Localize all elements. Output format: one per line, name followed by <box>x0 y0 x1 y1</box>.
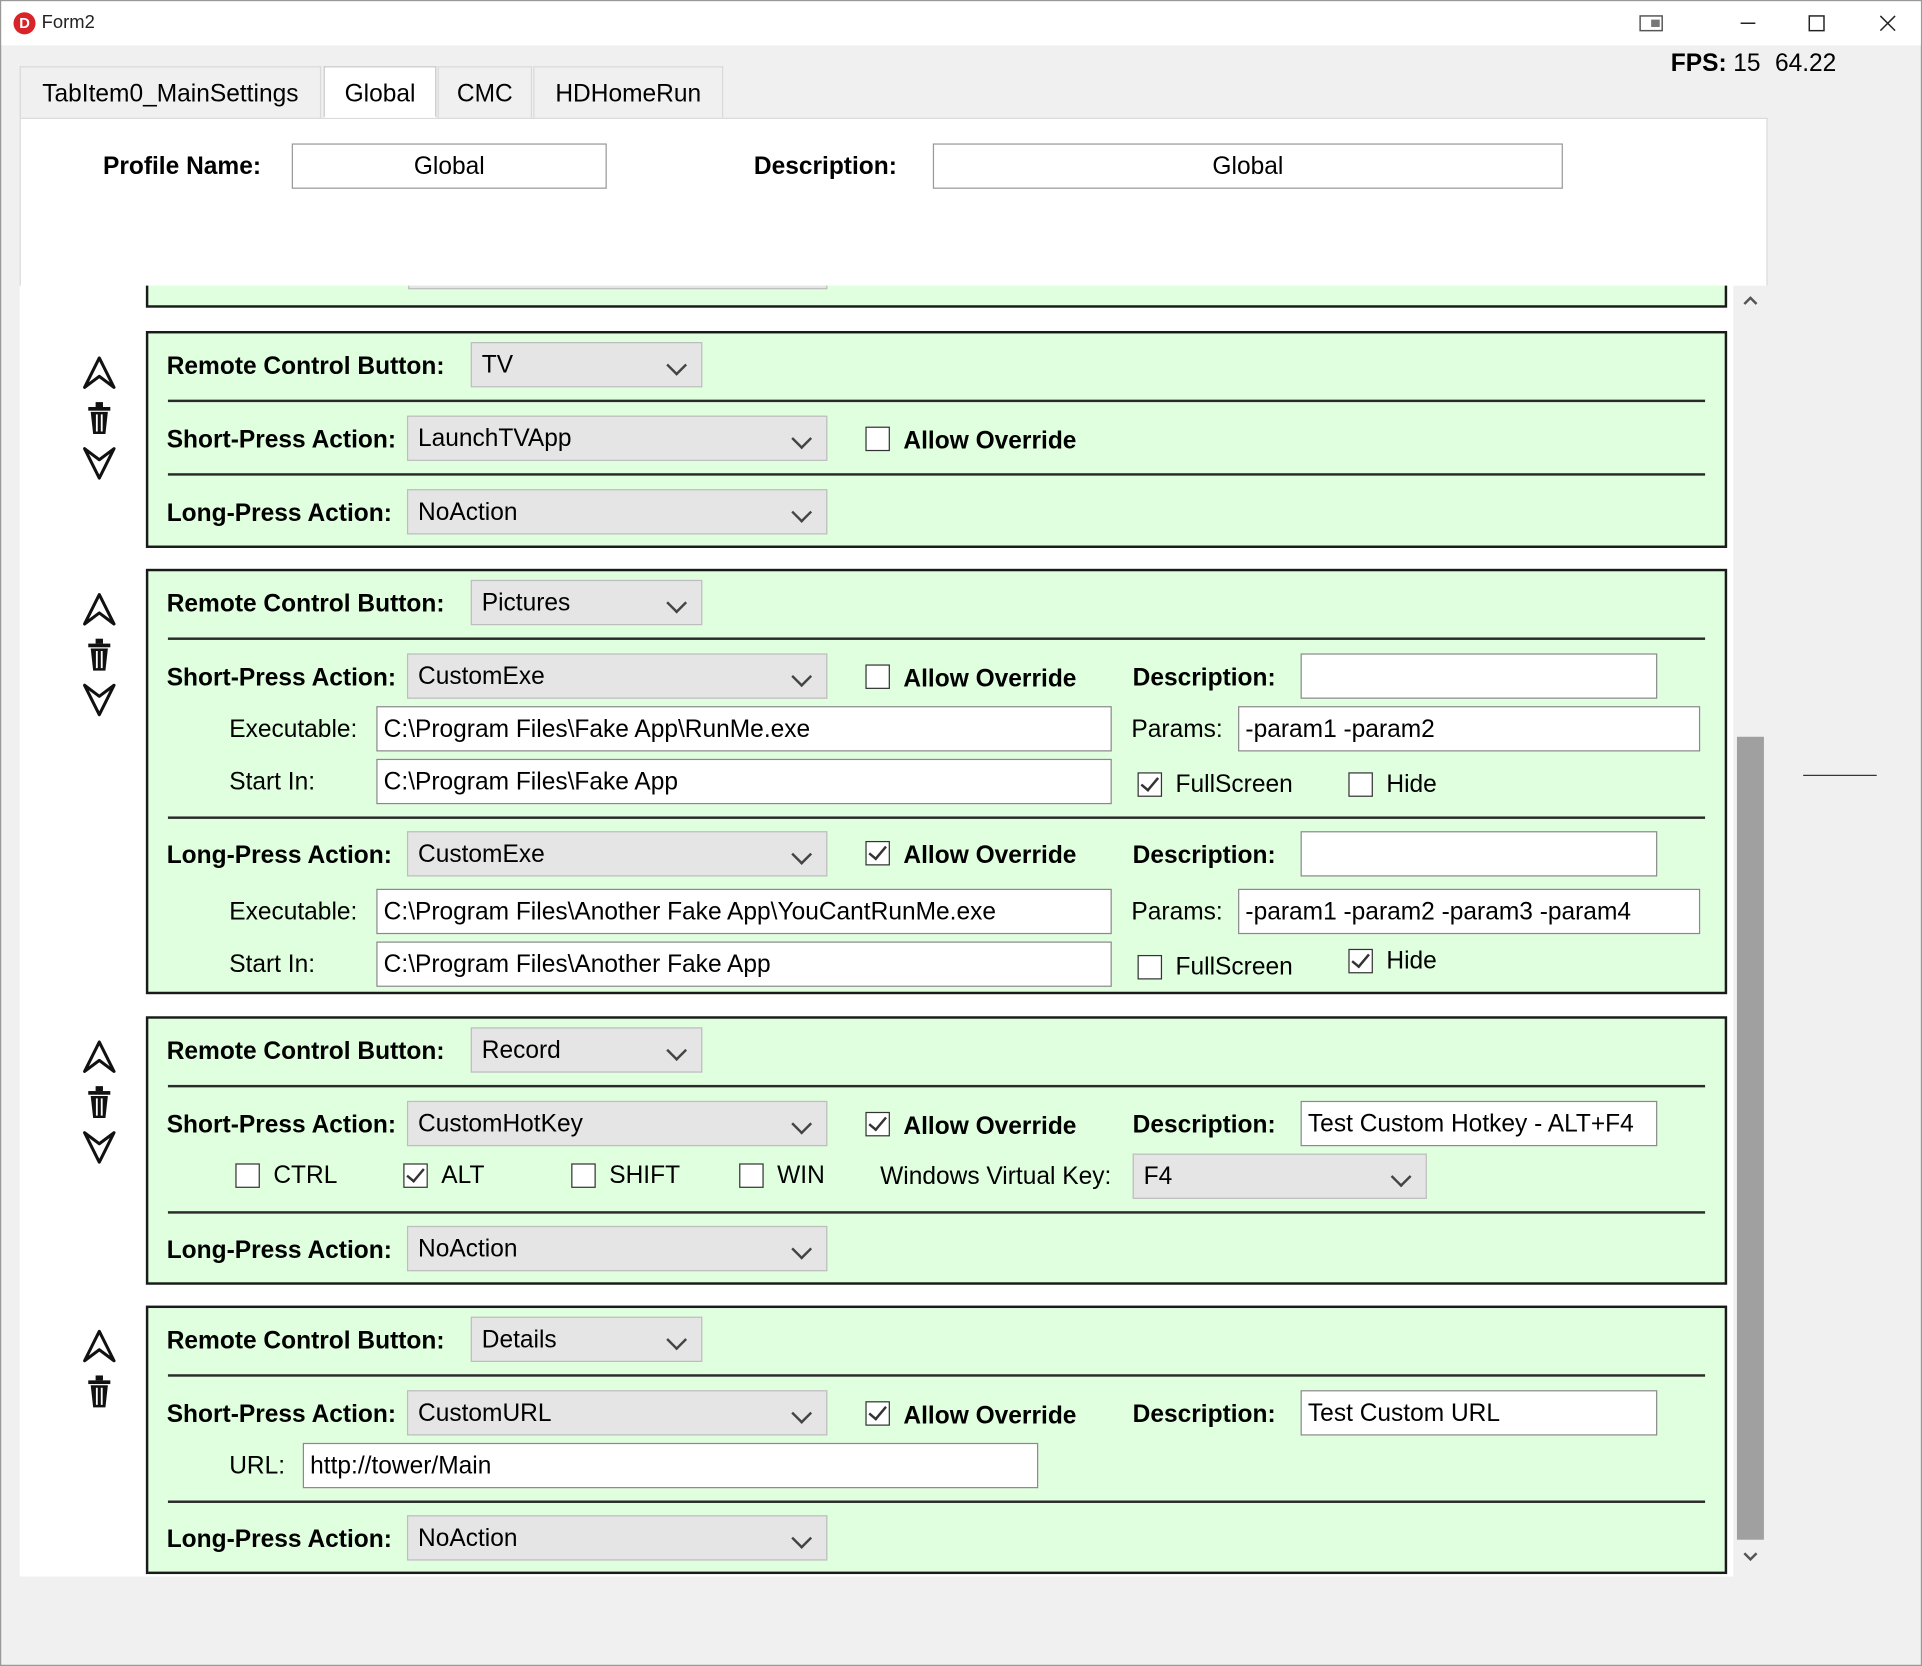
short-executable-field[interactable]: C:\Program Files\Fake App\RunMe.exe <box>376 706 1111 751</box>
executable-label: Executable: <box>229 715 358 743</box>
mapping-group-partial <box>146 286 1727 308</box>
move-down-icon[interactable] <box>81 1129 118 1166</box>
long-press-label: Long-Press Action: <box>166 842 392 870</box>
shift-checkbox[interactable] <box>571 1163 596 1188</box>
delete-icon[interactable] <box>81 1084 118 1121</box>
move-up-icon[interactable] <box>81 591 118 628</box>
chevron-down-icon <box>791 844 812 865</box>
short-press-label: Short-Press Action: <box>166 1401 397 1429</box>
chevron-down-icon <box>791 428 812 449</box>
delete-icon[interactable] <box>81 400 118 437</box>
long-allow-override-checkbox[interactable] <box>865 841 890 866</box>
separator <box>168 1374 1705 1376</box>
rcb-label: Remote Control Button: <box>166 590 445 618</box>
rcb-combo[interactable] <box>471 1317 703 1362</box>
virtual-key-value: F4 <box>1143 1163 1173 1191</box>
profile-description-label: Description: <box>753 153 897 181</box>
start-in-label: Start In: <box>229 768 316 796</box>
short-press-value: CustomExe <box>417 663 545 691</box>
chevron-down-icon <box>791 666 812 687</box>
profile-description-field[interactable]: Global <box>933 143 1563 188</box>
separator <box>168 1085 1705 1087</box>
close-button[interactable] <box>1853 1 1922 45</box>
tab-cmc[interactable]: CMC <box>438 66 532 117</box>
alt-checkbox[interactable] <box>403 1163 428 1188</box>
move-down-icon[interactable] <box>81 682 118 719</box>
win-label: WIN <box>777 1162 825 1190</box>
chevron-down-icon <box>791 1528 812 1549</box>
short-description-field[interactable] <box>1301 653 1658 698</box>
tab-global[interactable]: Global <box>324 66 437 117</box>
long-executable-field[interactable]: C:\Program Files\Another Fake App\YouCantRunMe.exe <box>376 889 1111 934</box>
long-press-value: NoAction <box>417 498 518 526</box>
mapping-group-record <box>146 1016 1727 1284</box>
chevron-down-icon <box>666 1040 687 1061</box>
hide-label: Hide <box>1386 947 1437 975</box>
allow-override-checkbox[interactable] <box>865 1112 890 1137</box>
allow-override-label: Allow Override <box>903 1113 1077 1141</box>
short-start-in-field[interactable]: C:\Program Files\Fake App <box>376 759 1111 804</box>
long-press-value: NoAction <box>417 1235 518 1263</box>
tab-hdhomerun[interactable]: HDHomeRun <box>533 66 723 117</box>
rcb-label: Remote Control Button: <box>166 1327 445 1355</box>
long-press-value: NoAction <box>417 1525 518 1552</box>
divider <box>1803 775 1877 776</box>
long-description-field[interactable] <box>1301 831 1658 876</box>
snap-icon[interactable] <box>1617 1 1686 45</box>
long-press-combo[interactable] <box>407 1515 827 1560</box>
short-press-combo[interactable] <box>407 416 827 461</box>
rcb-value: Record <box>481 1037 561 1065</box>
chevron-down-icon <box>666 355 687 376</box>
short-description-field[interactable]: Test Custom Hotkey - ALT+F4 <box>1301 1101 1658 1146</box>
fps-value-1: 15 <box>1733 50 1761 78</box>
description-label: Description: <box>1132 1401 1276 1429</box>
description-label: Description: <box>1132 1111 1276 1139</box>
partial-combo[interactable] <box>408 286 827 290</box>
rcb-combo[interactable] <box>471 342 703 387</box>
move-down-icon[interactable] <box>81 445 118 482</box>
title-bar <box>1 1 1922 45</box>
short-press-value: CustomHotKey <box>417 1110 583 1138</box>
delete-icon[interactable] <box>81 1373 118 1410</box>
move-up-icon[interactable] <box>81 1328 118 1365</box>
chevron-down-icon <box>1391 1166 1412 1187</box>
button-mappings-list[interactable] <box>20 286 1768 1577</box>
rcb-value: Pictures <box>481 589 571 617</box>
shift-label: SHIFT <box>609 1162 681 1190</box>
win-checkbox[interactable] <box>739 1163 764 1188</box>
allow-override-label: Allow Override <box>903 665 1077 693</box>
long-press-label: Long-Press Action: <box>166 1526 392 1554</box>
move-up-icon[interactable] <box>81 354 118 391</box>
long-press-combo[interactable] <box>407 489 827 534</box>
short-params-field[interactable]: -param1 -param2 <box>1238 706 1700 751</box>
fps-value-2: 64.22 <box>1774 50 1837 78</box>
long-press-value: CustomExe <box>417 840 545 868</box>
rcb-combo[interactable] <box>471 1027 703 1072</box>
short-press-value: LaunchTVApp <box>417 425 572 453</box>
chevron-down-icon <box>666 1330 687 1351</box>
tab-main-settings[interactable]: TabItem0_MainSettings <box>20 66 322 117</box>
chevron-down-icon <box>666 593 687 614</box>
allow-override-checkbox[interactable] <box>865 427 890 452</box>
chevron-down-icon <box>791 1114 812 1135</box>
allow-override-checkbox[interactable] <box>865 1401 890 1426</box>
long-hide-checkbox[interactable] <box>1348 949 1373 974</box>
virtual-key-label: Windows Virtual Key: <box>880 1163 1112 1191</box>
short-fullscreen-checkbox[interactable] <box>1138 772 1163 797</box>
long-params-field[interactable]: -param1 -param2 -param3 -param4 <box>1238 889 1700 934</box>
short-allow-override-checkbox[interactable] <box>865 664 890 689</box>
app-logo-icon: D <box>13 12 35 34</box>
long-start-in-field[interactable]: C:\Program Files\Another Fake App <box>376 941 1111 986</box>
short-press-combo[interactable] <box>407 1101 827 1146</box>
long-press-label: Long-Press Action: <box>166 500 392 528</box>
start-in-label: Start In: <box>229 951 316 979</box>
move-up-icon[interactable] <box>81 1038 118 1075</box>
fps-label: FPS: <box>1670 50 1727 78</box>
chevron-down-icon <box>791 1403 812 1424</box>
params-label: Params: <box>1131 715 1223 743</box>
window-title: Form2 <box>41 12 95 34</box>
short-press-combo[interactable] <box>407 1390 827 1435</box>
long-press-label: Long-Press Action: <box>166 1236 392 1264</box>
url-label: URL: <box>229 1452 286 1480</box>
fullscreen-label: FullScreen <box>1175 953 1293 981</box>
separator <box>168 1501 1705 1503</box>
allow-override-label: Allow Override <box>903 1402 1077 1430</box>
mapping-group-tv <box>146 331 1727 548</box>
alt-label: ALT <box>441 1162 485 1190</box>
ctrl-label: CTRL <box>273 1162 338 1190</box>
short-press-label: Short-Press Action: <box>166 1111 397 1139</box>
short-press-label: Short-Press Action: <box>166 426 397 454</box>
long-press-combo[interactable] <box>407 1226 827 1271</box>
scrollbar-thumb[interactable] <box>1737 737 1764 1540</box>
rcb-label: Remote Control Button: <box>166 1038 445 1066</box>
scroll-down-icon[interactable] <box>1741 1550 1761 1565</box>
maximize-button[interactable] <box>1782 1 1851 45</box>
long-fullscreen-checkbox[interactable] <box>1138 955 1163 980</box>
rcb-value: Details <box>481 1326 557 1354</box>
allow-override-label: Allow Override <box>903 427 1077 455</box>
chevron-down-icon <box>791 1239 812 1260</box>
rcb-combo[interactable] <box>471 580 703 625</box>
ctrl-checkbox[interactable] <box>235 1163 260 1188</box>
delete-icon[interactable] <box>81 636 118 673</box>
separator <box>168 400 1705 402</box>
scroll-up-icon[interactable] <box>1741 293 1761 308</box>
minimize-button[interactable] <box>1714 1 1783 45</box>
separator <box>168 1211 1705 1213</box>
short-hide-checkbox[interactable] <box>1348 772 1373 797</box>
mapping-group-pictures <box>146 569 1727 994</box>
separator <box>168 816 1705 818</box>
rcb-value: TV <box>481 351 514 379</box>
separator <box>168 637 1705 639</box>
url-field[interactable]: http://tower/Main <box>303 1443 1038 1488</box>
hide-label: Hide <box>1386 771 1437 799</box>
separator <box>168 473 1705 475</box>
profile-name-field[interactable]: Global <box>292 143 607 188</box>
chevron-down-icon <box>791 502 812 523</box>
fullscreen-label: FullScreen <box>1175 771 1293 799</box>
rcb-label: Remote Control Button: <box>166 353 445 381</box>
short-press-combo[interactable] <box>407 653 827 698</box>
long-press-combo[interactable] <box>407 831 827 876</box>
short-description-field[interactable]: Test Custom URL <box>1301 1390 1658 1435</box>
allow-override-label: Allow Override <box>903 842 1077 870</box>
short-press-label: Short-Press Action: <box>166 664 397 692</box>
profile-name-label: Profile Name: <box>102 153 262 181</box>
virtual-key-combo[interactable] <box>1133 1154 1427 1199</box>
executable-label: Executable: <box>229 898 358 926</box>
short-press-value: CustomURL <box>417 1399 552 1427</box>
mapping-group-details <box>146 1306 1727 1574</box>
description-label: Description: <box>1132 842 1276 870</box>
description-label: Description: <box>1132 664 1276 692</box>
params-label: Params: <box>1131 898 1223 926</box>
